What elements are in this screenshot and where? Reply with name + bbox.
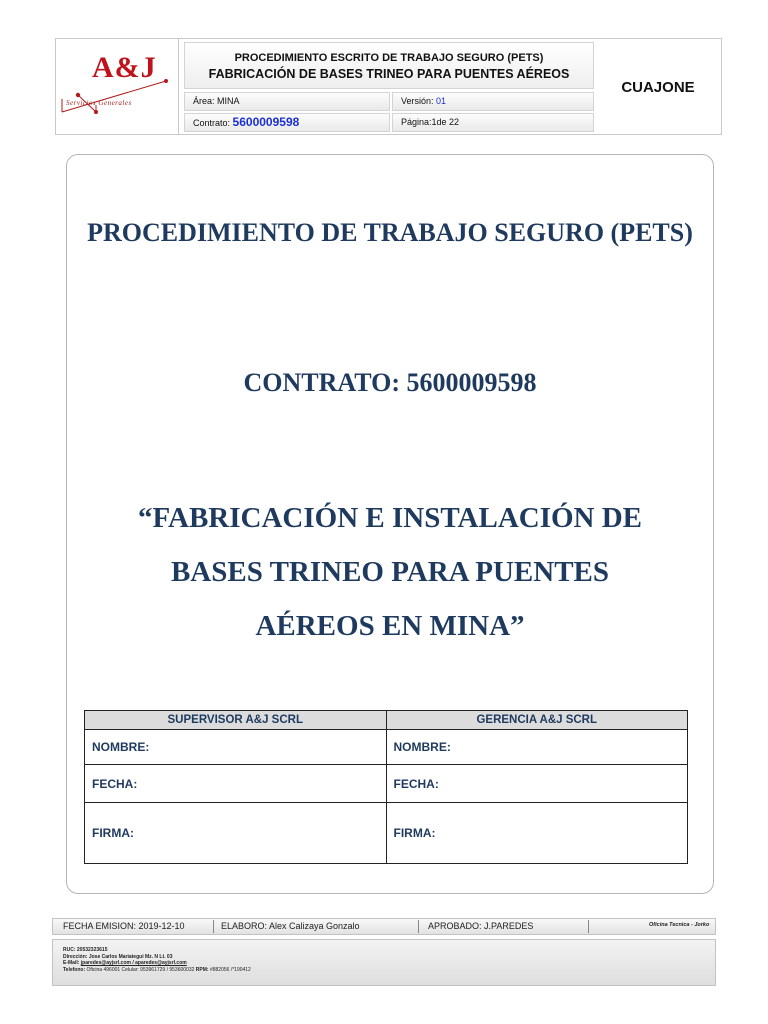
- email-link[interactable]: jparedes@ayjsrl.com / aparedes@ayjsrl.com: [80, 960, 187, 966]
- footer-divider: [418, 920, 419, 933]
- management-date-field[interactable]: FECHA:: [386, 765, 688, 803]
- emission-date: FECHA EMISION: 2019-12-10: [63, 921, 185, 931]
- phone-label: Telefono:: [63, 966, 86, 973]
- procedure-title-block: [184, 42, 594, 89]
- footer-divider: [588, 920, 589, 933]
- version-value: 01: [436, 96, 447, 106]
- management-signature-field[interactable]: FIRMA:: [386, 803, 688, 864]
- address-text: Dirección: Jose Carlos Mariategui Mz. N Lt. 03: [63, 953, 173, 960]
- area-label: Área:: [193, 96, 215, 106]
- rpm-label: RPM:: [195, 966, 209, 973]
- rpm-value: #882056 /*190412: [209, 966, 251, 973]
- page-field: [392, 113, 594, 132]
- approved-by: APROBADO: J.PAREDES: [428, 921, 534, 931]
- table-row: [85, 765, 688, 803]
- company-contact-box: [52, 939, 716, 986]
- supervisor-name-field[interactable]: NOMBRE:: [85, 730, 387, 765]
- supervisor-column-header: SUPERVISOR A&J SCRL: [85, 711, 387, 730]
- area-value: MINA: [217, 96, 240, 106]
- contract-label: Contrato:: [193, 118, 231, 128]
- prepared-by: ELABORO: Alex Calizaya Gonzalo: [221, 921, 360, 931]
- office-label: Oficina Tecnica - Jorko: [649, 922, 710, 928]
- procedure-title: PROCEDIMIENTO ESCRITO DE TRABAJO SEGURO (PETS): [234, 52, 544, 64]
- table-row: [85, 803, 688, 864]
- logo-text: A&J: [92, 51, 157, 84]
- client-name: CUAJONE: [621, 78, 695, 96]
- document-title: PROCEDIMIENTO DE TRABAJO SEGURO (PETS): [87, 218, 693, 247]
- logo-subtitle: Servicios Generales: [66, 99, 132, 107]
- page-label: Página:: [401, 117, 432, 127]
- contract-field: [184, 113, 390, 132]
- cover-content-box: [66, 154, 714, 894]
- footer-approval-bar: [52, 918, 716, 935]
- project-title: “FABRICACIÓN E INSTALACIÓN DE BASES TRINEO PARA PUENTES AÉREOS EN MINA”: [137, 502, 643, 642]
- management-name-field[interactable]: NOMBRE:: [386, 730, 688, 765]
- contract-value: 5600009598: [232, 115, 300, 129]
- table-row: [85, 730, 688, 765]
- page-value: 1de 22: [431, 117, 460, 127]
- contract-heading: CONTRATO: 5600009598: [243, 368, 537, 397]
- management-column-header: GERENCIA A&J SCRL: [386, 711, 688, 730]
- ruc-text: RUC: 20532323615: [63, 947, 108, 953]
- document-header: [55, 38, 722, 135]
- signature-table: [84, 710, 688, 864]
- procedure-subtitle: FABRICACIÓN DE BASES TRINEO PARA PUENTES AÉREOS: [208, 67, 570, 81]
- supervisor-signature-field[interactable]: FIRMA:: [85, 803, 387, 864]
- phone-value: Oficina 496001 Celular: 953961729 / 953600032: [86, 966, 195, 973]
- footer-divider: [213, 920, 214, 933]
- company-logo: [56, 39, 179, 134]
- version-label: Versión:: [401, 96, 434, 106]
- version-field: [392, 92, 594, 111]
- supervisor-date-field[interactable]: FECHA:: [85, 765, 387, 803]
- area-field: [184, 92, 390, 111]
- email-label: E-Mail:: [63, 960, 80, 966]
